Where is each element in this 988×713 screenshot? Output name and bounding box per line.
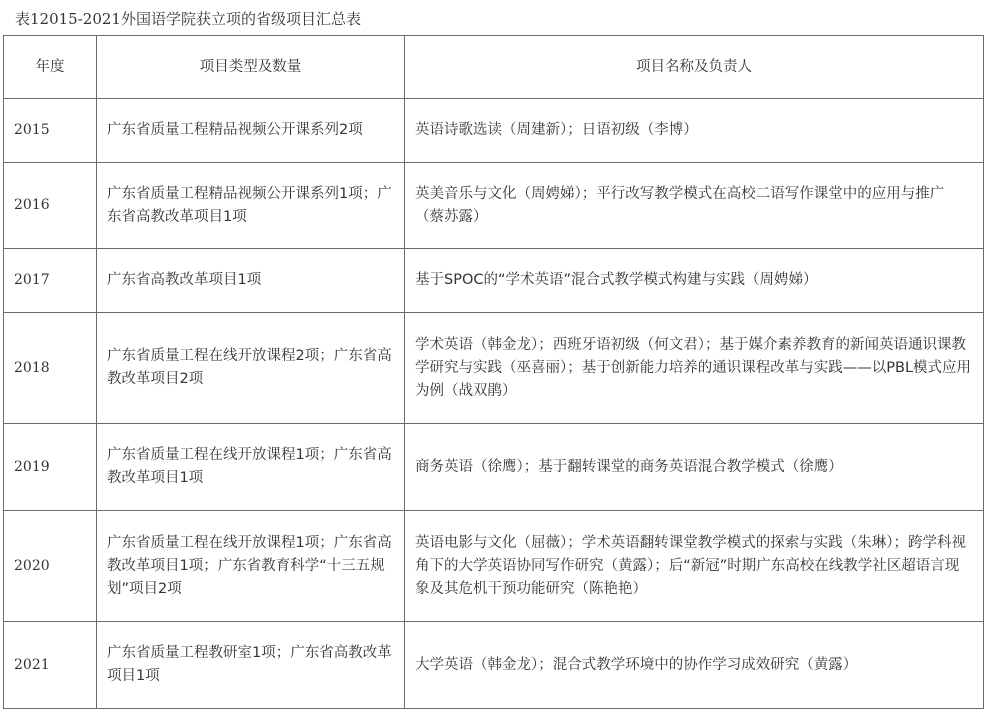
year-cell: 2018 — [4, 313, 97, 424]
project-names-cell: 基于SPOC的“学术英语”混合式教学模式构建与实践（周娉娣） — [405, 249, 984, 313]
project-type-cell: 广东省质量工程教研室1项；广东省高教改革项目1项 — [97, 622, 405, 709]
project-names-cell: 英语诗歌选读（周建新）；日语初级（李博） — [405, 99, 984, 163]
year-cell: 2021 — [4, 622, 97, 709]
header-project-names: 项目名称及负责人 — [405, 36, 984, 99]
project-type-cell: 广东省质量工程在线开放课程1项；广东省高教改革项目1项 — [97, 424, 405, 511]
project-type-cell: 广东省质量工程精品视频公开课系列2项 — [97, 99, 405, 163]
header-project-type: 项目类型及数量 — [97, 36, 405, 99]
table-header-row — [4, 36, 984, 99]
project-type-cell: 广东省质量工程在线开放课程2项；广东省高教改革项目2项 — [97, 313, 405, 424]
project-names-cell: 英语电影与文化（屈薇）；学术英语翻转课堂教学模式的探索与实践（朱琳）；跨学科视角下的大学英语协同写作研究（黄露）；后“新冠”时期广东高校在线教学社区超语言现象及其危机干预功能研究（陈艳艳） — [405, 511, 984, 622]
table-row — [4, 163, 984, 249]
year-cell: 2017 — [4, 249, 97, 313]
project-type-cell: 广东省质量工程在线开放课程1项；广东省高教改革项目1项；广东省教育科学“十三五规划”项目2项 — [97, 511, 405, 622]
project-type-cell: 广东省质量工程精品视频公开课系列1项；广东省高教改革项目1项 — [97, 163, 405, 249]
project-names-cell: 学术英语（韩金龙）；西班牙语初级（何文君）；基于媒介素养教育的新闻英语通识课教学研究与实践（巫喜丽）；基于创新能力培养的通识课程改革与实践——以PBL模式应用为例（战双鹃） — [405, 313, 984, 424]
year-cell: 2015 — [4, 99, 97, 163]
project-summary-table — [3, 35, 984, 709]
table-row — [4, 99, 984, 163]
table-row — [4, 424, 984, 511]
header-year: 年度 — [4, 36, 97, 99]
year-cell: 2020 — [4, 511, 97, 622]
table-row — [4, 313, 984, 424]
project-names-cell: 大学英语（韩金龙）；混合式教学环境中的协作学习成效研究（黄露） — [405, 622, 984, 709]
year-cell: 2016 — [4, 163, 97, 249]
project-type-cell: 广东省高教改革项目1项 — [97, 249, 405, 313]
table-caption: 表12015-2021外国语学院获立项的省级项目汇总表 — [15, 10, 361, 28]
table-row — [4, 511, 984, 622]
year-cell: 2019 — [4, 424, 97, 511]
project-names-cell: 英美音乐与文化（周娉娣）；平行改写教学模式在高校二语写作课堂中的应用与推广（蔡苏露） — [405, 163, 984, 249]
table-row — [4, 622, 984, 709]
table-row — [4, 249, 984, 313]
project-names-cell: 商务英语（徐鹰）；基于翻转课堂的商务英语混合教学模式（徐鹰） — [405, 424, 984, 511]
